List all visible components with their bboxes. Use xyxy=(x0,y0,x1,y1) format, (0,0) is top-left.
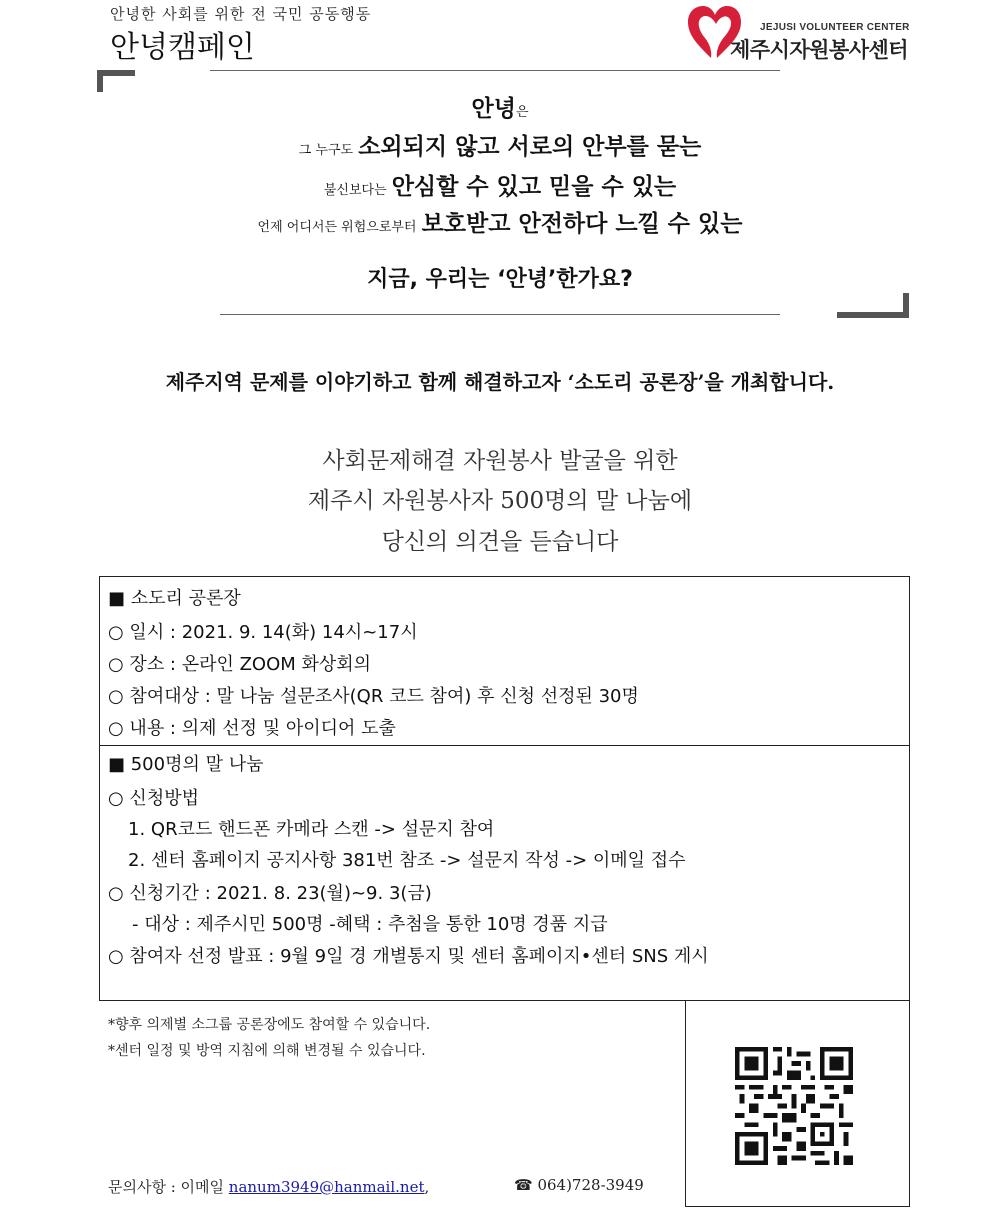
intro-line-3 xyxy=(0,168,1000,201)
survey-detail: - 대상 : 제주시민 500명 -혜택 : 추첨을 통한 10명 경품 지급 xyxy=(132,914,608,935)
note-2: *센터 일정 및 방역 지침에 의해 변경될 수 있습니다. xyxy=(108,1043,426,1059)
survey-period: ○ 신청기간 : 2021. 8. 23(월)~9. 3(금) xyxy=(108,883,432,904)
note-1: *향후 의제별 소그룹 공론장에도 참여할 수 있습니다. xyxy=(108,1017,431,1033)
lead-line-1: 사회문제해결 자원봉사 발굴을 위한 xyxy=(322,448,678,474)
survey-step-2: 2. 센터 홈페이지 공지사항 381번 참조 -> 설문지 작성 -> 이메일 접수 xyxy=(128,850,686,871)
announcement: 제주지역 문제를 이야기하고 함께 해결하고자 ‘소도리 공론장’을 개최합니다. xyxy=(165,370,835,394)
contact-email-link[interactable]: nanum3949@hanmail.net xyxy=(228,1178,425,1196)
forum-date: ○ 일시 : 2021. 9. 14(화) 14시~17시 xyxy=(108,622,418,643)
contact-phone: ☎ 064)728-3949 xyxy=(514,1176,644,1194)
contact-line xyxy=(108,1176,429,1197)
lead-line-3: 당신의 의견을 듣습니다 xyxy=(381,529,619,555)
intro-line-2-main: 소외되지 않고 서로의 안부를 묻는 xyxy=(358,134,702,160)
survey-heading: ■ 500명의 말 나눔 xyxy=(108,754,264,775)
survey-announcement: ○ 참여자 선정 발표 : 9월 9일 경 개별통지 및 센터 홈페이지•센터 SNS 게시 xyxy=(108,946,709,967)
forum-place: ○ 장소 : 온라인 ZOOM 화상회의 xyxy=(108,654,372,675)
intro-line-1 xyxy=(0,90,1000,123)
intro-line-1-main: 안녕 xyxy=(471,96,516,122)
intro-line-3-prefix: 불신보다는 xyxy=(323,183,387,198)
intro-line-4 xyxy=(0,205,1000,238)
intro-question: 지금, 우리는 ‘안녕’한가요? xyxy=(367,267,633,292)
header-divider xyxy=(210,70,780,71)
logo-english-text: JEJUSI VOLUNTEER CENTER xyxy=(760,22,910,33)
intro-line-2 xyxy=(0,128,1000,161)
survey-method: ○ 신청방법 xyxy=(108,788,199,809)
lead-line-2: 제주시 자원봉사자 500명의 말 나눔에 xyxy=(307,488,693,514)
forum-heading: ■ 소도리 공론장 xyxy=(108,588,241,609)
survey-step-1: 1. QR코드 핸드폰 카메라 스캔 -> 설문지 참여 xyxy=(128,819,495,840)
campaign-subtitle: 안녕한 사회를 위한 전 국민 공동행동 xyxy=(110,5,372,23)
intro-line-4-prefix: 언제 어디서든 위험으로부터 xyxy=(257,220,417,235)
corner-bracket-top-left-vertical xyxy=(97,70,103,92)
qr-code[interactable] xyxy=(735,1047,853,1165)
forum-target: ○ 참여대상 : 말 나눔 설문조사(QR 코드 참여) 후 신청 선정된 30명 xyxy=(108,686,639,707)
forum-content: ○ 내용 : 의제 선정 및 아이디어 도출 xyxy=(108,718,396,739)
intro-line-2-prefix: 그 누구도 xyxy=(298,143,354,158)
corner-bracket-bottom-right xyxy=(837,312,909,318)
intro-line-3-main: 안심할 수 있고 믿을 수 있는 xyxy=(391,174,677,200)
intro-divider xyxy=(220,314,780,315)
campaign-title: 안녕캠페인 xyxy=(110,30,255,65)
contact-comma: , xyxy=(424,1178,430,1196)
intro-line-4-main: 보호받고 안전하다 느낄 수 있는 xyxy=(421,211,743,237)
logo-korean-text: 제주시자원봉사센터 xyxy=(730,38,909,62)
intro-line-1-suffix: 은 xyxy=(515,105,529,120)
corner-bracket-bottom-right-vertical xyxy=(903,293,909,318)
contact-label: 문의사항 : 이메일 xyxy=(108,1178,229,1196)
